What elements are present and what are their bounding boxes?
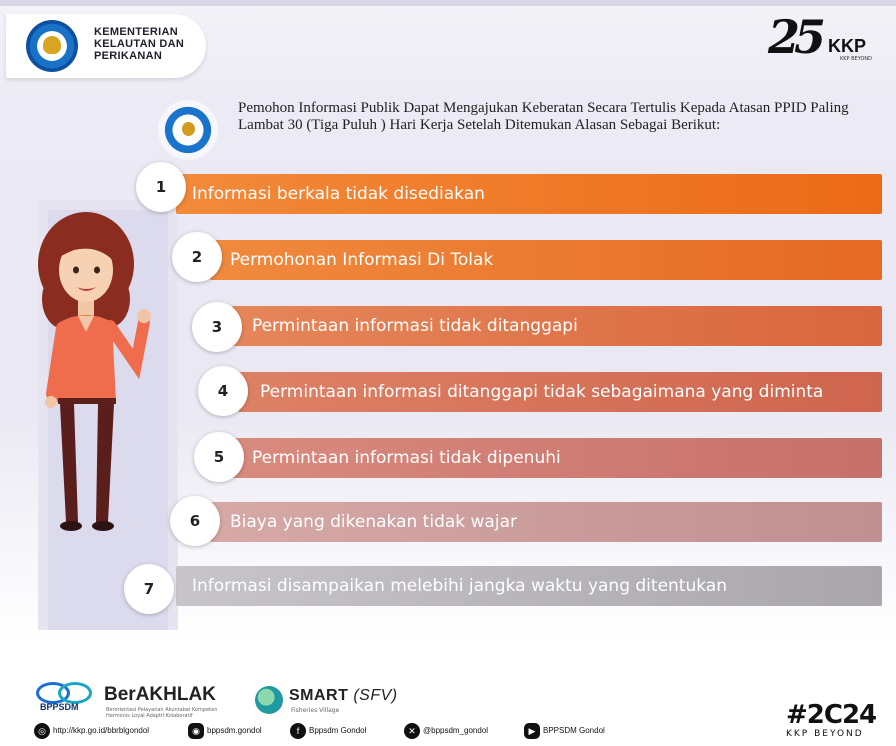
step-6: [210, 502, 882, 542]
instagram-icon: ◉: [188, 723, 204, 739]
youtube-icon: ▶: [524, 723, 540, 739]
step-3: [232, 306, 882, 346]
smart-logo: [255, 684, 405, 716]
step-label: Permintaan informasi tidak ditanggapi: [252, 316, 578, 336]
step-label: Permohonan Informasi Di Tolak: [230, 250, 494, 270]
step-label: Informasi berkala tidak disediakan: [192, 184, 485, 204]
anniversary-tagline: KKP BEYOND: [839, 56, 873, 62]
berakhlak-subtitle: Berorientasi Pelayanan Akuntabel Kompeten Harmonis Loyal Adaptif Kolaboratif: [106, 707, 218, 719]
step-label: Biaya yang dikenakan tidak wajar: [230, 512, 517, 532]
woman-illustration-icon: [16, 204, 156, 534]
step-label: Informasi disampaikan melebihi jangka waktu yang ditentukan: [192, 576, 727, 596]
berakhlak-label: BerAKHLAK: [104, 684, 216, 705]
berakhlak-logo: [104, 684, 216, 706]
step-number: 2: [172, 232, 222, 282]
social-facebook[interactable]: f Bppsdm Gondol: [290, 722, 366, 740]
globe-icon: ◎: [34, 723, 50, 739]
top-divider: [0, 0, 896, 6]
ministry-brand: [6, 14, 206, 78]
social-youtube[interactable]: ▶ BPPSDM Gondol: [524, 722, 605, 740]
x-icon: ✕: [404, 723, 420, 739]
step-number: 5: [194, 432, 244, 482]
social-website[interactable]: ◎ http://kkp.go.id/bbrblgondol: [34, 722, 149, 740]
ministry-name: KEMENTERIAN KELAUTAN DAN PERIKANAN: [94, 26, 185, 62]
step-1: [176, 174, 882, 214]
bppsdm-label: BPPSDM: [40, 702, 79, 712]
ministry-logo-icon: [26, 20, 78, 72]
step-number: 3: [192, 302, 242, 352]
smart-mark-icon: [255, 686, 283, 714]
anniversary-logo: [768, 10, 884, 66]
step-7: [176, 566, 882, 606]
bppsdm-logo: [34, 680, 94, 710]
step-label: Permintaan informasi tidak dipenuhi: [252, 448, 561, 468]
smart-title: SMART (SFV): [289, 687, 398, 704]
step-number: 4: [198, 366, 248, 416]
step-2: [210, 240, 882, 280]
step-5: [232, 438, 882, 478]
hashtag-subtitle: KKP BEYOND: [786, 729, 864, 739]
smart-subtitle: Fisheries Village: [291, 707, 340, 714]
social-x[interactable]: ✕ @bppsdm_gondol: [404, 722, 488, 740]
ministry-seal-icon: [158, 100, 218, 160]
hashtag-2024: #2C24: [786, 700, 877, 730]
step-number: 1: [136, 162, 186, 212]
anniversary-brand: KKP: [828, 36, 867, 56]
bppsdm-ring-icon: [58, 682, 92, 704]
step-number: 6: [170, 496, 220, 546]
anniversary-number: 25: [768, 10, 821, 64]
social-instagram[interactable]: ◉ bppsdm.gondol: [188, 722, 262, 740]
facebook-icon: f: [290, 723, 306, 739]
step-label: Permintaan informasi ditanggapi tidak sebagaimana yang diminta: [260, 382, 824, 402]
intro-text: Pemohon Informasi Publik Dapat Mengajukan Keberatan Secara Tertulis Kepada Atasan PPID Paling Lambat 30 (Tiga Puluh ) Hari Kerja Setelah Ditemukan Alasan Sebagai Berikut:: [238, 100, 849, 133]
step-number: 7: [124, 564, 174, 614]
step-4: [238, 372, 882, 412]
